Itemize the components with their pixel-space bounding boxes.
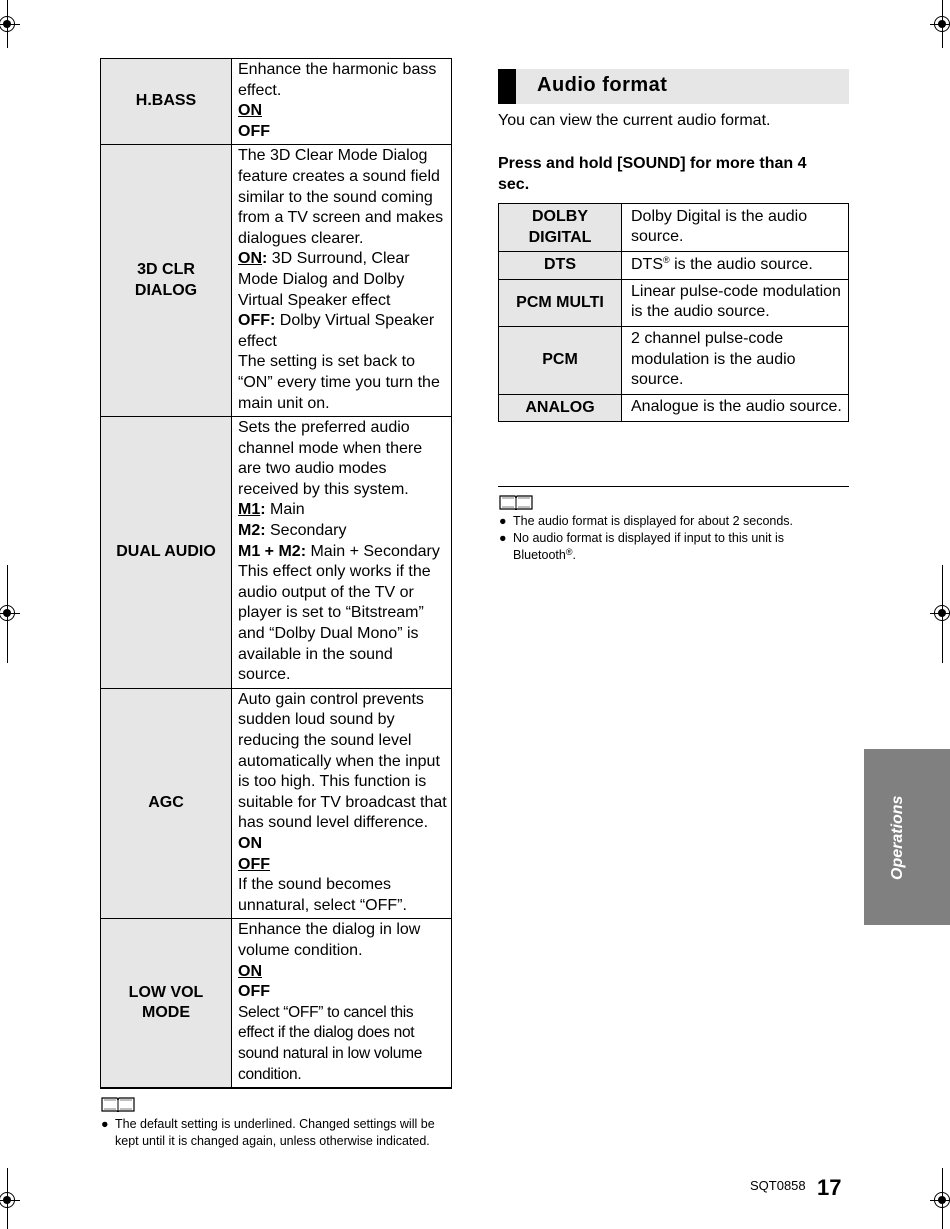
audio-format-description <box>622 279 849 326</box>
audio-format-row <box>499 204 849 252</box>
settings-row <box>101 688 452 919</box>
default-option: ON <box>238 102 262 120</box>
description-text: Secondary <box>265 522 347 540</box>
setting-name: H.BASS <box>101 59 232 145</box>
settings-row <box>101 59 452 145</box>
option-label: OFF: <box>238 312 276 330</box>
option-label: OFF <box>238 122 270 140</box>
description-line <box>238 562 447 686</box>
note-text <box>499 513 829 530</box>
audio-format-name: DOLBY DIGITAL <box>499 204 622 252</box>
default-setting-note: ● The default setting is underlined. Changed settings will be kept until it is changed again, unless otherwise indicated. <box>101 1117 435 1148</box>
audio-format-row <box>499 326 849 394</box>
audio-format-name: PCM MULTI <box>499 279 622 326</box>
setting-name: LOW VOL MODE <box>101 919 232 1088</box>
audio-format-description <box>622 204 849 252</box>
default-option: ON <box>238 250 262 268</box>
note-text <box>499 530 829 564</box>
audio-format-description <box>622 394 849 422</box>
description-text: Dolby Digital is the audio source. <box>631 207 808 246</box>
note-divider-left <box>100 1088 452 1089</box>
description-text: Linear pulse-code modulation is the audio source. <box>631 282 841 321</box>
audio-format-table <box>498 203 849 422</box>
description-text: Dolby Virtual Speaker effect <box>238 312 435 350</box>
description-line <box>238 1003 447 1085</box>
description-text: If the sound becomes unnatural, select “OFF”. <box>238 876 407 914</box>
default-option: M1 <box>238 501 261 519</box>
description-line <box>238 311 447 352</box>
audio-format-row <box>499 252 849 280</box>
bullet-icon: ● <box>499 514 507 528</box>
bullet-icon: ● <box>499 531 507 545</box>
registered-mark: ® <box>663 254 670 265</box>
description-line <box>238 500 447 521</box>
note-item <box>499 530 829 564</box>
option-label: : <box>260 501 266 519</box>
description-line <box>238 101 447 122</box>
description-line <box>238 690 447 834</box>
side-tab-label: Operations <box>889 795 906 880</box>
book-icon <box>101 1096 135 1112</box>
audio-format-title: Audio format <box>537 74 668 96</box>
description-text: Analogue is the audio source. <box>631 398 842 416</box>
setting-name: AGC <box>101 688 232 919</box>
description-line <box>238 920 447 961</box>
description-text: 2 channel pulse-code modulation is the audio source. <box>631 329 796 389</box>
settings-row <box>101 417 452 689</box>
audio-format-description <box>622 326 849 394</box>
option-label: : <box>262 250 268 268</box>
note-divider-right <box>498 486 849 487</box>
description-line <box>238 146 447 249</box>
settings-table <box>100 58 452 1088</box>
registered-mark: ® <box>565 547 573 557</box>
description-text: is the audio source. <box>669 255 813 273</box>
audio-format-row <box>499 279 849 326</box>
option-label: M1 + M2: <box>238 542 307 560</box>
description-text: The setting is set back to “ON” every time you turn the main unit on. <box>238 353 440 412</box>
audio-format-row <box>499 394 849 422</box>
setting-description <box>232 688 452 919</box>
description-text: DTS <box>631 255 663 273</box>
description-text: Enhance the dialog in low volume condition. <box>238 921 421 959</box>
description-line <box>238 542 447 563</box>
note-text-main: No audio format is displayed if input to this unit is Bluetooth <box>513 531 784 562</box>
book-icon <box>499 494 533 510</box>
audio-format-instruction: Press and hold [SOUND] for more than 4 sec. <box>498 155 807 193</box>
description-text: Auto gain control prevents sudden loud sound by reducing the sound level automatically when the input is too high. This function is suitable for TV broadcast that has sound level difference. <box>238 690 447 832</box>
page-number: 17 <box>817 1175 842 1200</box>
settings-row <box>101 145 452 417</box>
option-label: M2: <box>238 522 266 540</box>
audio-format-intro: You can view the current audio format. <box>498 112 771 129</box>
description-text: Main + Secondary <box>306 542 440 560</box>
audio-format-description <box>622 252 849 280</box>
audio-format-notes <box>499 513 829 564</box>
setting-description <box>232 417 452 689</box>
description-line <box>238 962 447 983</box>
description-text: The 3D Clear Mode Dialog feature creates a sound field similar to the sound coming from a TV screen and makes dialogues clearer. <box>238 147 444 247</box>
description-text: Sets the preferred audio channel mode when there are two audio modes received by this system. <box>238 419 423 498</box>
settings-row <box>101 919 452 1088</box>
description-line <box>238 418 447 500</box>
description-line <box>238 982 447 1003</box>
description-line <box>238 875 447 916</box>
audio-format-name: DTS <box>499 252 622 280</box>
setting-description <box>232 919 452 1088</box>
description-line <box>238 834 447 855</box>
description-text: Select “OFF” to cancel this effect if the dialog does not sound natural in low volume condition. <box>238 1003 423 1083</box>
heading-bar <box>498 69 516 104</box>
setting-name: 3D CLR DIALOG <box>101 145 232 417</box>
document-code: SQT0858 <box>750 1178 806 1193</box>
description-text: Enhance the harmonic bass effect. <box>238 61 437 99</box>
option-label: ON <box>238 834 262 852</box>
description-line <box>238 352 447 414</box>
option-label: OFF <box>238 983 270 1001</box>
setting-name: DUAL AUDIO <box>101 417 232 689</box>
setting-description <box>232 145 452 417</box>
audio-format-name: ANALOG <box>499 394 622 422</box>
description-text: 3D Surround, Clear Mode Dialog and Dolby Virtual Speaker effect <box>238 250 410 309</box>
description-line <box>238 855 447 876</box>
section-side-tab <box>864 749 950 925</box>
description-line <box>238 60 447 101</box>
setting-description <box>232 59 452 145</box>
description-line <box>238 249 447 311</box>
default-option: OFF <box>238 855 270 873</box>
description-line <box>238 122 447 143</box>
note-text-main: The audio format is displayed for about 2 seconds. <box>513 514 794 528</box>
description-text: Main <box>265 501 305 519</box>
audio-format-heading <box>498 69 849 104</box>
note-item <box>499 513 829 530</box>
description-line <box>238 521 447 542</box>
audio-format-name: PCM <box>499 326 622 394</box>
note-text-end: . <box>572 548 576 562</box>
default-option: ON <box>238 962 262 980</box>
description-text: This effect only works if the audio output of the TV or player is set to “Bitstream” and “Dolby Dual Mono” is available in the sound source. <box>238 563 431 684</box>
